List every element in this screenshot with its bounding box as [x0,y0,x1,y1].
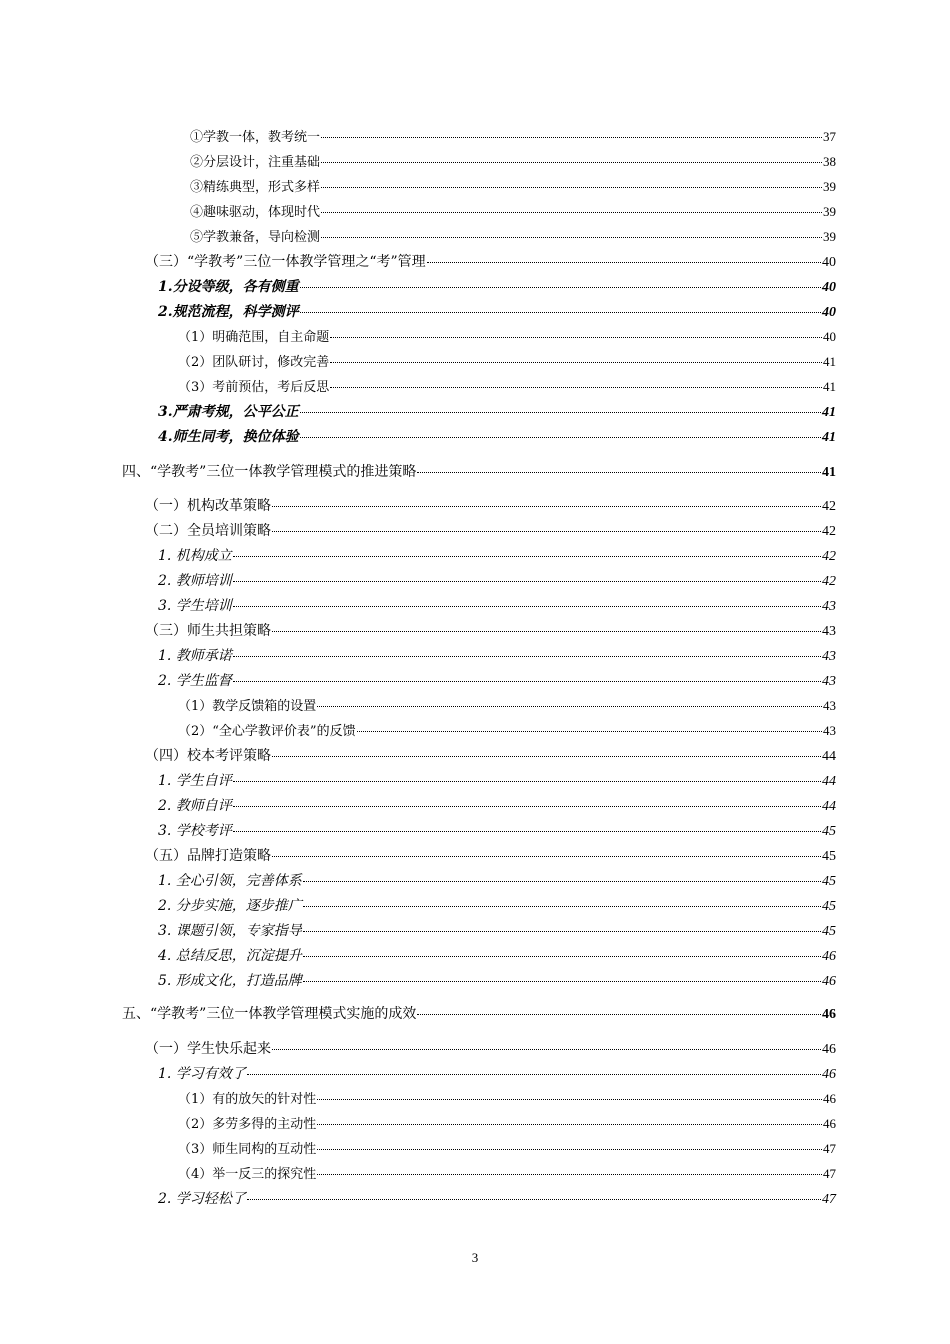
toc-page-number: 41 [823,354,836,369]
dot-leader [330,337,822,338]
dot-leader [247,1199,821,1200]
toc-entry-label: （2）多劳多得的主动性 [178,1117,317,1132]
toc-entry[interactable] [158,301,836,321]
toc-entry-label: 1. 学生自评 [158,773,232,789]
toc-entry-label: （四）校本考评策略 [145,748,271,764]
dot-leader [321,187,822,188]
toc-entry-label: 2. 教师培训 [158,573,232,589]
toc-entry-label: 3. 课题引领，专家指导 [158,923,302,939]
toc-page-number: 39 [823,204,836,219]
dot-leader [317,1174,822,1175]
toc-entry[interactable] [178,1138,836,1157]
toc-entry-label: 1. 全心引领，完善体系 [158,873,302,889]
toc-page-number: 44 [822,799,836,814]
dot-leader [321,162,822,163]
toc-page-number: 40 [822,255,836,270]
dot-leader [303,931,821,932]
toc-page-number: 41 [822,405,836,420]
toc-page-number: 46 [822,949,836,964]
dot-leader [233,656,821,657]
toc-entry[interactable] [145,745,836,765]
toc-entry-label: （五）品牌打造策略 [145,848,271,864]
toc-entry[interactable] [178,1163,836,1182]
toc-entry[interactable] [178,1113,836,1132]
toc-page-number: 44 [822,749,836,764]
toc-entry-label: （2）团队研讨，修改完善 [178,355,330,370]
toc-page-number: 40 [822,305,836,320]
toc-entry[interactable] [145,495,836,515]
toc-entry[interactable] [158,426,836,446]
dot-leader [233,556,821,557]
toc-entry-label: ④趣味驱动，体现时代 [190,205,321,220]
toc-page-number: 43 [823,698,836,713]
toc-entry-label: （1）教学反馈箱的设置 [178,699,317,714]
toc-entry-label: （三）师生共担策略 [145,623,271,639]
toc-entry[interactable] [158,570,836,590]
dot-leader [272,506,821,507]
toc-entry-label: 1. 教师承诺 [158,648,232,664]
toc-entry[interactable] [158,770,836,790]
toc-entry-label: （4）举一反三的探究性 [178,1167,317,1182]
toc-page-number: 45 [822,899,836,914]
dot-leader [272,531,821,532]
toc-entry[interactable] [158,545,836,565]
dot-leader [233,606,821,607]
toc-chapter-entry[interactable] [122,1003,836,1023]
toc-page-number: 47 [823,1166,836,1181]
dot-leader [417,1014,821,1015]
toc-page-number: 42 [822,524,836,539]
toc-entry[interactable] [158,401,836,421]
dot-leader [272,1049,821,1050]
toc-page-number: 43 [822,624,836,639]
dot-leader [233,831,821,832]
toc-entry-label: 2. 学生监督 [158,673,232,689]
toc-entry[interactable] [178,720,836,739]
dot-leader [330,387,822,388]
toc-entry[interactable] [145,251,836,271]
toc-entry[interactable] [158,670,836,690]
toc-entry[interactable] [145,620,836,640]
toc-entry[interactable] [145,845,836,865]
toc-entry-label: 五、“学教考”三位一体教学管理模式实施的成效 [122,1006,417,1022]
dot-leader [321,212,822,213]
toc-entry-label: 5. 形成文化，打造品牌 [158,973,302,989]
toc-entry-label: ②分层设计，注重基础 [190,155,321,170]
toc-page-number: 47 [822,1192,836,1207]
toc-entry[interactable] [190,201,836,220]
dot-leader [233,806,821,807]
toc-entry[interactable] [190,126,836,145]
dot-leader [330,362,822,363]
toc-entry[interactable] [145,520,836,540]
toc-page-number: 45 [822,924,836,939]
toc-entry-label: （二）全员培训策略 [145,523,271,539]
toc-entry[interactable] [190,226,836,245]
toc-entry-label: （1）有的放矢的针对性 [178,1092,317,1107]
toc-entry-label: 2.规范流程，科学测评 [158,304,299,320]
toc-entry[interactable] [178,351,836,370]
toc-entry-label: （2）“全心学教评价表”的反馈 [178,724,356,739]
toc-page-number: 41 [823,379,836,394]
dot-leader [303,981,821,982]
toc-page-number: 38 [823,154,836,169]
dot-leader [317,1149,822,1150]
dot-leader [300,412,821,413]
toc-page-number: 40 [823,329,836,344]
toc-entry[interactable] [158,1188,836,1208]
toc-page-number: 41 [822,430,836,445]
toc-entry[interactable] [158,895,836,915]
toc-page-number: 46 [822,974,836,989]
toc-entry[interactable] [158,945,836,965]
toc-entry-label: 2. 分步实施，逐步推广 [158,898,302,914]
toc-entry-label: 3. 学校考评 [158,823,232,839]
toc-page-number: 42 [822,574,836,589]
dot-leader [272,756,821,757]
toc-entry[interactable] [158,820,836,840]
toc-page-number: 46 [822,1067,836,1082]
toc-entry[interactable] [158,595,836,615]
page-number-footer: 3 [471,1250,479,1265]
toc-entry-label: 2. 教师自评 [158,798,232,814]
toc-entry-label: ①学教一体，教考统一 [190,130,321,145]
toc-page-number: 44 [822,774,836,789]
toc-entry-label: ⑤学教兼备，导向检测 [190,230,321,245]
toc-entry[interactable] [158,795,836,815]
toc-page-number: 43 [822,674,836,689]
toc-page-number: 43 [822,649,836,664]
toc-page-number: 40 [822,280,836,295]
toc-page-number: 45 [822,849,836,864]
toc-page-number: 45 [822,874,836,889]
dot-leader [417,472,821,473]
toc-chapter-entry[interactable] [122,461,836,481]
toc-page-number: 46 [822,1007,836,1022]
toc-entry[interactable] [178,695,836,714]
toc-page-number: 45 [822,824,836,839]
toc-page-number: 46 [822,1042,836,1057]
dot-leader [317,1099,822,1100]
toc-entry-label: （1）明确范围，自主命题 [178,330,330,345]
toc-entry-label: （一）学生快乐起来 [145,1041,271,1057]
dot-leader [317,706,822,707]
toc-entry-label: 4.师生同考，换位体验 [158,429,299,445]
toc-page-number: 39 [823,229,836,244]
toc-entry[interactable] [158,870,836,890]
dot-leader [303,881,821,882]
dot-leader [300,437,821,438]
dot-leader [272,631,821,632]
toc-entry[interactable] [158,276,836,296]
dot-leader [321,137,822,138]
dot-leader [247,1074,821,1075]
toc-page-number: 39 [823,179,836,194]
toc-entry-label: （3）师生同构的互动性 [178,1142,317,1157]
toc-entry-label: （一）机构改革策略 [145,498,271,514]
toc-entry-label: （三）“学教考”三位一体教学管理之“考”管理 [145,254,426,270]
toc-entry[interactable] [178,1088,836,1107]
dot-leader [303,956,821,957]
dot-leader [233,581,821,582]
toc-entry-label: 1. 机构成立 [158,548,232,564]
dot-leader [427,262,821,263]
toc-page-number: 42 [822,499,836,514]
toc-entry-label: 四、“学教考”三位一体教学管理模式的推进策略 [122,464,417,480]
dot-leader [300,287,821,288]
dot-leader [303,906,821,907]
toc-entry[interactable] [158,645,836,665]
toc-entry-label: 1. 学习有效了 [158,1066,246,1082]
toc-entry[interactable] [158,920,836,940]
toc-entry-label: 4. 总结反思，沉淀提升 [158,948,302,964]
toc-entry-label: 1.分设等级，各有侧重 [158,279,299,295]
dot-leader [321,237,822,238]
toc-page-number: 43 [822,599,836,614]
toc-page-number: 41 [822,465,836,480]
toc-entry[interactable] [178,376,836,395]
toc-entry[interactable] [190,176,836,195]
toc-entry[interactable] [158,970,836,990]
toc-entry-label: 3. 学生培训 [158,598,232,614]
dot-leader [357,731,822,732]
dot-leader [317,1124,822,1125]
toc-page-number: 37 [823,129,836,144]
dot-leader [300,312,821,313]
toc-page-number: 46 [823,1091,836,1106]
toc-entry-label: （3）考前预估，考后反思 [178,380,330,395]
toc-entry[interactable] [178,326,836,345]
toc-page-number: 43 [823,723,836,738]
toc-entry-label: 2. 学习轻松了 [158,1191,246,1207]
toc-page-number: 47 [823,1141,836,1156]
toc-entry-label: 3.严肃考规，公平公正 [158,404,299,420]
toc-entry[interactable] [158,1063,836,1083]
toc-page-number: 46 [823,1116,836,1131]
dot-leader [272,856,821,857]
toc-page-number: 42 [822,549,836,564]
toc-entry-label: ③精练典型，形式多样 [190,180,321,195]
toc-entry[interactable] [145,1038,836,1058]
toc-entry[interactable] [190,151,836,170]
dot-leader [233,681,821,682]
dot-leader [233,781,821,782]
